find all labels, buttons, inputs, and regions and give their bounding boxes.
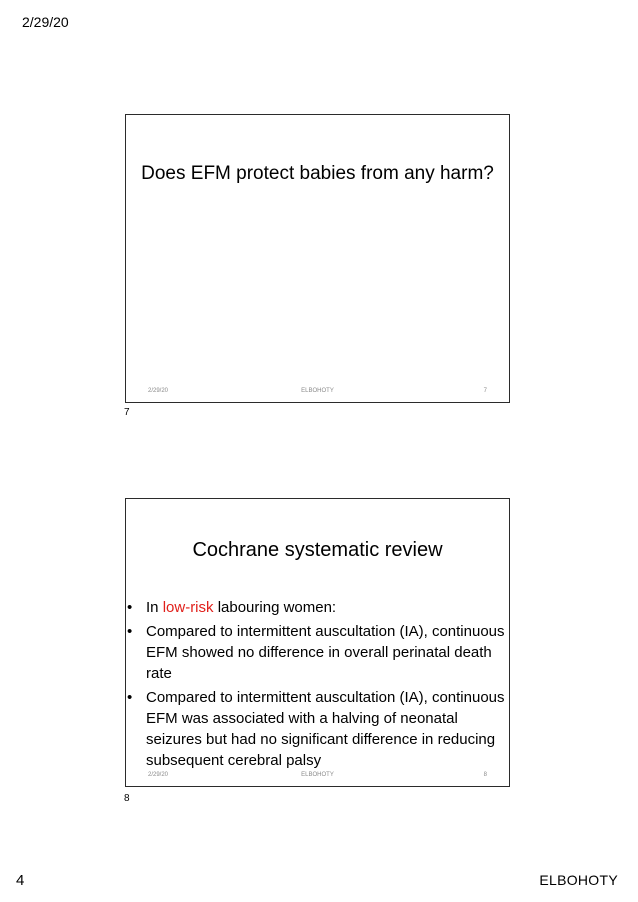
- slide-7: [125, 114, 510, 403]
- slide-footer-number: 8: [483, 772, 487, 778]
- bullet-text-suffix: labouring women:: [213, 599, 337, 616]
- bullet-list: [126, 597, 511, 774]
- slide-footer-author: ELBOHOTY: [301, 388, 334, 394]
- slide-title: Does EFM protect babies from any harm?: [141, 163, 494, 184]
- slide-caption: 8: [124, 793, 130, 804]
- slide-footer-date: 2/29/20: [148, 388, 169, 394]
- page-number: 4: [16, 872, 25, 889]
- slide-caption: 7: [124, 407, 130, 418]
- slide-8: [125, 498, 510, 787]
- bullet-text-prefix: In: [146, 599, 163, 616]
- slide-footer-author: ELBOHOTY: [301, 772, 334, 778]
- highlight-text: low-risk: [162, 599, 214, 616]
- slide-footer-number: 7: [483, 388, 487, 394]
- bullet-item: • Compared to intermittent auscultation (IA), continuous EFM was associated with a halving of neonatal seizures but had no significant difference in reducing subsequent cerebral palsy: [126, 687, 511, 771]
- page-author: ELBOHOTY: [539, 872, 618, 888]
- slide-footer-date: 2/29/20: [148, 772, 169, 778]
- page-date: 2/29/20: [22, 14, 69, 30]
- bullet-item: [126, 597, 511, 618]
- slide-title: Cochrane systematic review: [192, 539, 443, 561]
- bullet-item: • Compared to intermittent auscultation (IA), continuous EFM showed no difference in overall perinatal death rate: [126, 621, 511, 684]
